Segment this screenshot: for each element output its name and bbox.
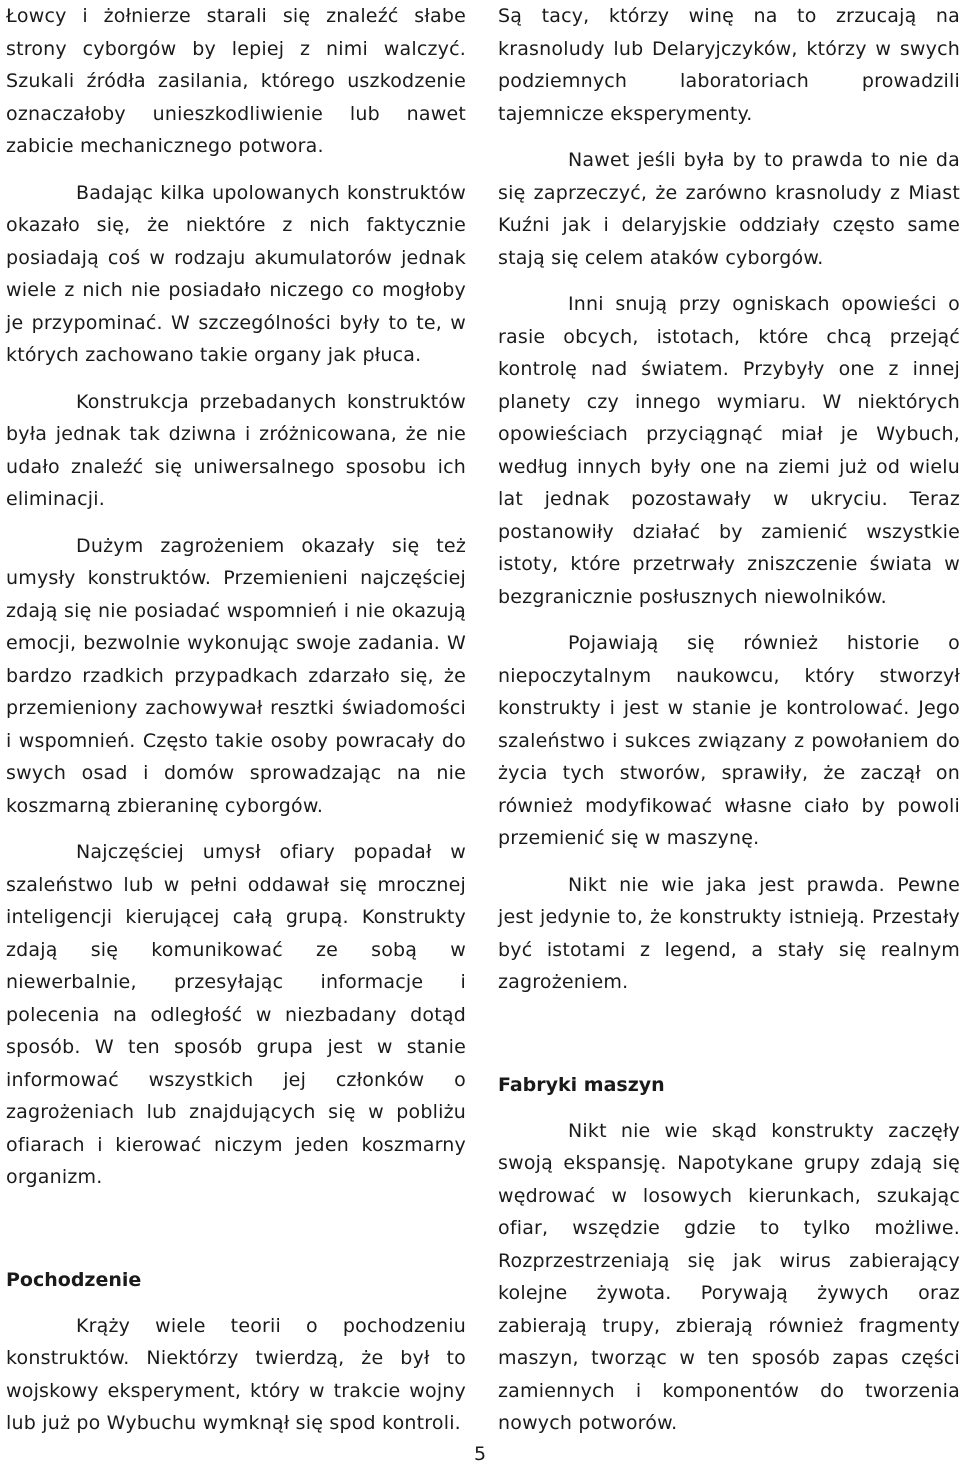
paragraph-gap (498, 613, 960, 627)
paragraph-gap (6, 163, 466, 177)
right-column (498, 0, 960, 1440)
paragraph-examined-constructs: Badając kilka upolowanych konstruktów okazało się, że niektóre z nich faktycznie posiadają coś w rodzaju akumulatorów jednak wiele z nich nie posiadało niczego co mogłoby je przypominać. W szczególności były to te, w których zachowano takie organy jak płuca. (6, 181, 466, 366)
paragraph-gap (6, 1296, 466, 1310)
paragraph-expansion: Nikt nie wie skąd konstrukty zaczęły swoją ekspansję. Napotykane grupy zdają się wędrować w losowych kierunkach, szukając ofiar, wszędzie gdzie to tylko możliwe. Rozprzestrzeniają się jak wirus zabierający kolejne żywota. Porywają żywych oraz zabierają trupy, zbierają również fragmenty maszyn, tworząc w ten sposób zapas części zamiennych i komponentów do tworzenia nowych potworów. (498, 1119, 960, 1434)
paragraph-gap (498, 130, 960, 144)
left-column (6, 0, 466, 1440)
paragraph-gap (6, 372, 466, 386)
section-gap (498, 999, 960, 1069)
paragraph-gap (498, 1101, 960, 1115)
paragraph-minds-threat: Dużym zagrożeniem okazały się też umysły konstruktów. Przemienieni najczęściej zdają się nie posiadać wspomnień i nie okazują emocji, bezwolnie wykonując swoje zadania. W bardzo rzadkich przypadkach zdarzało się, że przemieniony zachowywał resztki świadomości i wspomnień. Często takie osoby powracały do swych osad i domów sprowadzając na nie koszmarną zbieraninę cyborgów. (6, 534, 466, 817)
paragraph-gap (6, 516, 466, 530)
paragraph-targets-of-attacks: Nawet jeśli była by to prawda to nie da się zaprzeczyć, że zarówno krasnoludy z Miast Kuźni jak i delaryjskie oddziały często same stają się celem ataków cyborgów. (498, 149, 960, 269)
paragraph-truth-unknown: Nikt nie wie jaka jest prawda. Pewne jest jedynie to, że konstrukty istnieją. Przestały być istotami z legend, a stały się realnym zagrożeniem. (498, 873, 960, 993)
page-number: 5 (473, 1443, 487, 1465)
section-heading-origin: Pochodzenie (6, 1268, 142, 1291)
paragraph-alien-theory: Inni snują przy ogniskach opowieści o rasie obcych, istotach, które chcą przejąć kontrolę nad światem. Przybyły one z innej planety czy innego wymiaru. W niektórych opowieściach przyciągnąć miał je Wybuch, według innych były one na ziemi już od wielu lat jednak pozostawały w ukryciu. Teraz postanowiły działać by zamienić wszystkie istoty, które przetrwały zniszczenie świata w bezgranicznie posłusznych niewolników. (498, 293, 960, 608)
paragraph-gap (6, 822, 466, 836)
paragraph-dwarves-delaryans: Są tacy, którzy winę na to zrzucają na krasnoludy lub Delaryjczyków, którzy w swych podziemnych laboratoriach prowadzili tajemnicze eksperymenty. (498, 5, 960, 125)
paragraph-gap (498, 274, 960, 288)
paragraph-hunters-soldiers: Łowcy i żołnierze starali się znaleźć słabe strony cyborgów by lepiej z nimi walczyć. Szukali źródła zasilania, którego uszkodzenie oznaczałoby unieszkodliwienie lub nawet zabicie mechanicznego potwora. (6, 5, 466, 157)
paragraph-madness-communication: Najczęściej umysł ofiary popadał w szaleństwo lub w pełni oddawał się mrocznej inteligencji kierującej całą grupą. Konstrukty zdają się komunikować ze sobą w niewerbalnie, przesyłając informacje i polecenia na odległość w niezbadany dotąd sposób. W ten sposób grupa jest w stanie informować wszystkich jej członków o zagrożeniach lub znajdujących się w pobliżu ofiarach i kierować niczym jeden koszmarny organizm. (6, 841, 466, 1188)
paragraph-mad-scientist: Pojawiają się również historie o niepoczytalnym naukowcu, który stworzył konstrukty i jest w stanie je kontrolować. Jego szaleństwo i sukces związany z powołaniem do życia tych stworów, sprawiły, że zaczął on również modyfikować własne ciało by powoli przemienić się w maszynę. (498, 632, 960, 849)
paragraph-origin-theories: Krąży wiele teorii o pochodzeniu konstruktów. Niektórzy twierdzą, że był to wojskowy eksperyment, który w trakcie wojny lub już po Wybuchu wymknął się spod kontroli. (6, 1314, 466, 1434)
paragraph-gap (498, 855, 960, 869)
paragraph-construction-diversity: Konstrukcja przebadanych konstruktów była jednak tak dziwna i zróżnicowana, że nie udało znaleźć się uniwersalnego sposobu ich eliminacji. (6, 390, 466, 510)
section-gap (6, 1194, 466, 1264)
section-heading-machine-factories: Fabryki maszyn (498, 1073, 665, 1096)
